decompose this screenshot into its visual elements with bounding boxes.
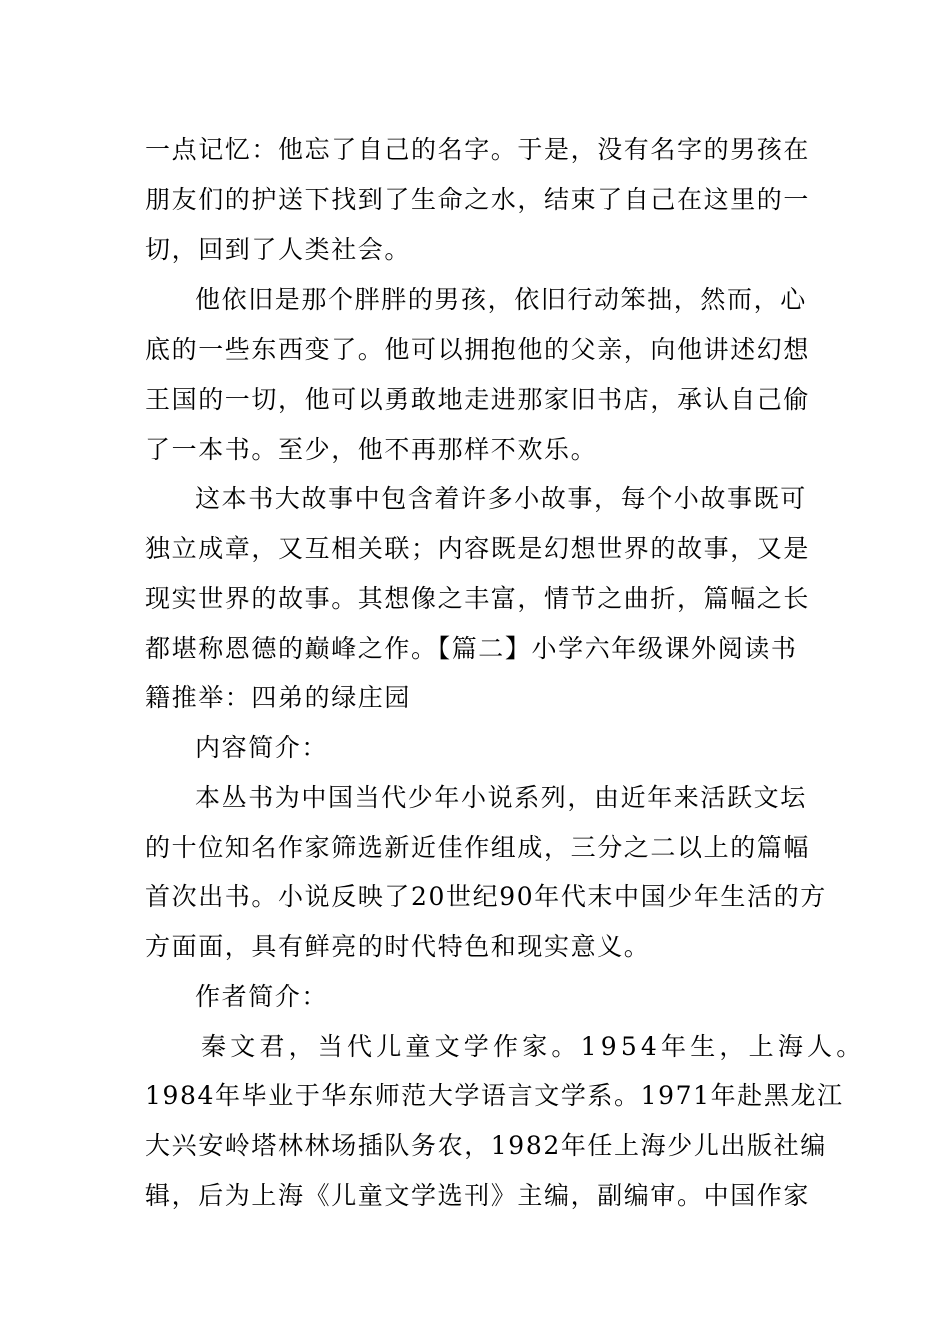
section-heading: 作者简介： [195,982,329,1011]
text-line: 了一本书。至少，他不再那样不欢乐。 [145,435,598,464]
text-line: 的十位知名作家筛选新近佳作组成，三分之二以上的篇幅 [145,833,811,862]
text-line: 王国的一切，他可以勇敢地走进那家旧书店，承认自己偷 [145,385,811,414]
text-line: 独立成章，又互相关联；内容既是幻想世界的故事，又是 [145,534,811,563]
text-line: 秦文君，当代儿童文学作家。1954年生，上海人。 [201,1032,866,1061]
text-line: 方面面，具有鲜亮的时代特色和现实意义。 [145,932,651,961]
text-line: 朋友们的护送下找到了生命之水，结束了自己在这里的一 [145,185,811,214]
text-line: 他依旧是那个胖胖的男孩，依旧行动笨拙，然而，心 [195,285,807,314]
section-heading: 内容简介： [195,733,329,762]
text-line: 籍推举：四弟的绿庄园 [145,683,412,712]
text-line: 一点记忆：他忘了自己的名字。于是，没有名字的男孩在 [145,135,811,164]
text-line: 辑，后为上海《儿童文学选刊》主编，副编审。中国作家 [145,1181,811,1210]
text-line: 大兴安岭塔林林场插队务农，1982年任上海少儿出版社编 [145,1131,827,1160]
text-line: 现实世界的故事。其想像之丰富，情节之曲折，篇幅之长 [145,584,811,613]
text-line: 本丛书为中国当代少年小说系列，由近年来活跃文坛 [195,783,807,812]
text-line: 切，回到了人类社会。 [145,235,412,264]
text-line: 都堪称恩德的巅峰之作。【篇二】小学六年级课外阅读书 [145,634,798,663]
text-line: 底的一些东西变了。他可以拥抱他的父亲，向他讲述幻想 [145,335,811,364]
text-line: 1984年毕业于华东师范大学语言文学系。1971年赴黑龙江 [145,1081,844,1110]
text-line: 首次出书。小说反映了20世纪90年代末中国少年生活的方 [145,882,827,911]
text-line: 这本书大故事中包含着许多小故事，每个小故事既可 [195,484,807,513]
